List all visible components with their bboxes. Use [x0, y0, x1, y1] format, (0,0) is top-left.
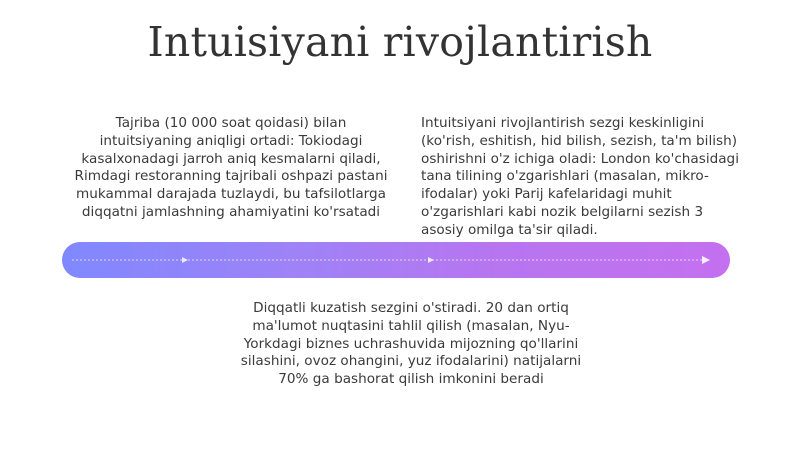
- timeline-arrow-icon: [62, 242, 730, 278]
- right-text-block: Intuitsiyani rivojlantirish sezgi keskinligini (ko'rish, eshitish, hid bilish, sezish, ta'm bilish) oshirishni o'z ichiga oladi: London ko'chasidagi tana tilining o'zgarishlari (masalan, mikro-ifodalar) yoki Parij kafelaridagi muhit o'zgarishlari kabi nozik belgilarni sezish 3 asosiy omilga ta'sir qiladi.: [421, 115, 739, 238]
- left-text-block: Tajriba (10 000 soat qoidasi) bilan intuitsiyaning aniqligi ortadi: Tokiodagi kasalxonadagi jarroh aniq kesmalarni qiladi, Rimdagi restoranning tajribali oshpazi pastani mukammal darajada tuzlaydi, bu tafsilotlarga diqqatni jamlashning ahamiyatini ko'rsatadi: [74, 115, 388, 220]
- bottom-text-block: Diqqatli kuzatish sezgini o'stiradi. 20 dan ortiq ma'lumot nuqtasini tahlil qilish (masalan, Nyu-Yorkdagi biznes uchrashuvida mijozning qo'llarini silashini, ovoz ohangini, yuz ifodalarini) natijalarni 70% ga bashorat qilish imkonini beradi: [240, 300, 582, 388]
- slide-title: Intuisiyani rivojlantirish: [147, 18, 653, 66]
- timeline-bar: [62, 242, 730, 278]
